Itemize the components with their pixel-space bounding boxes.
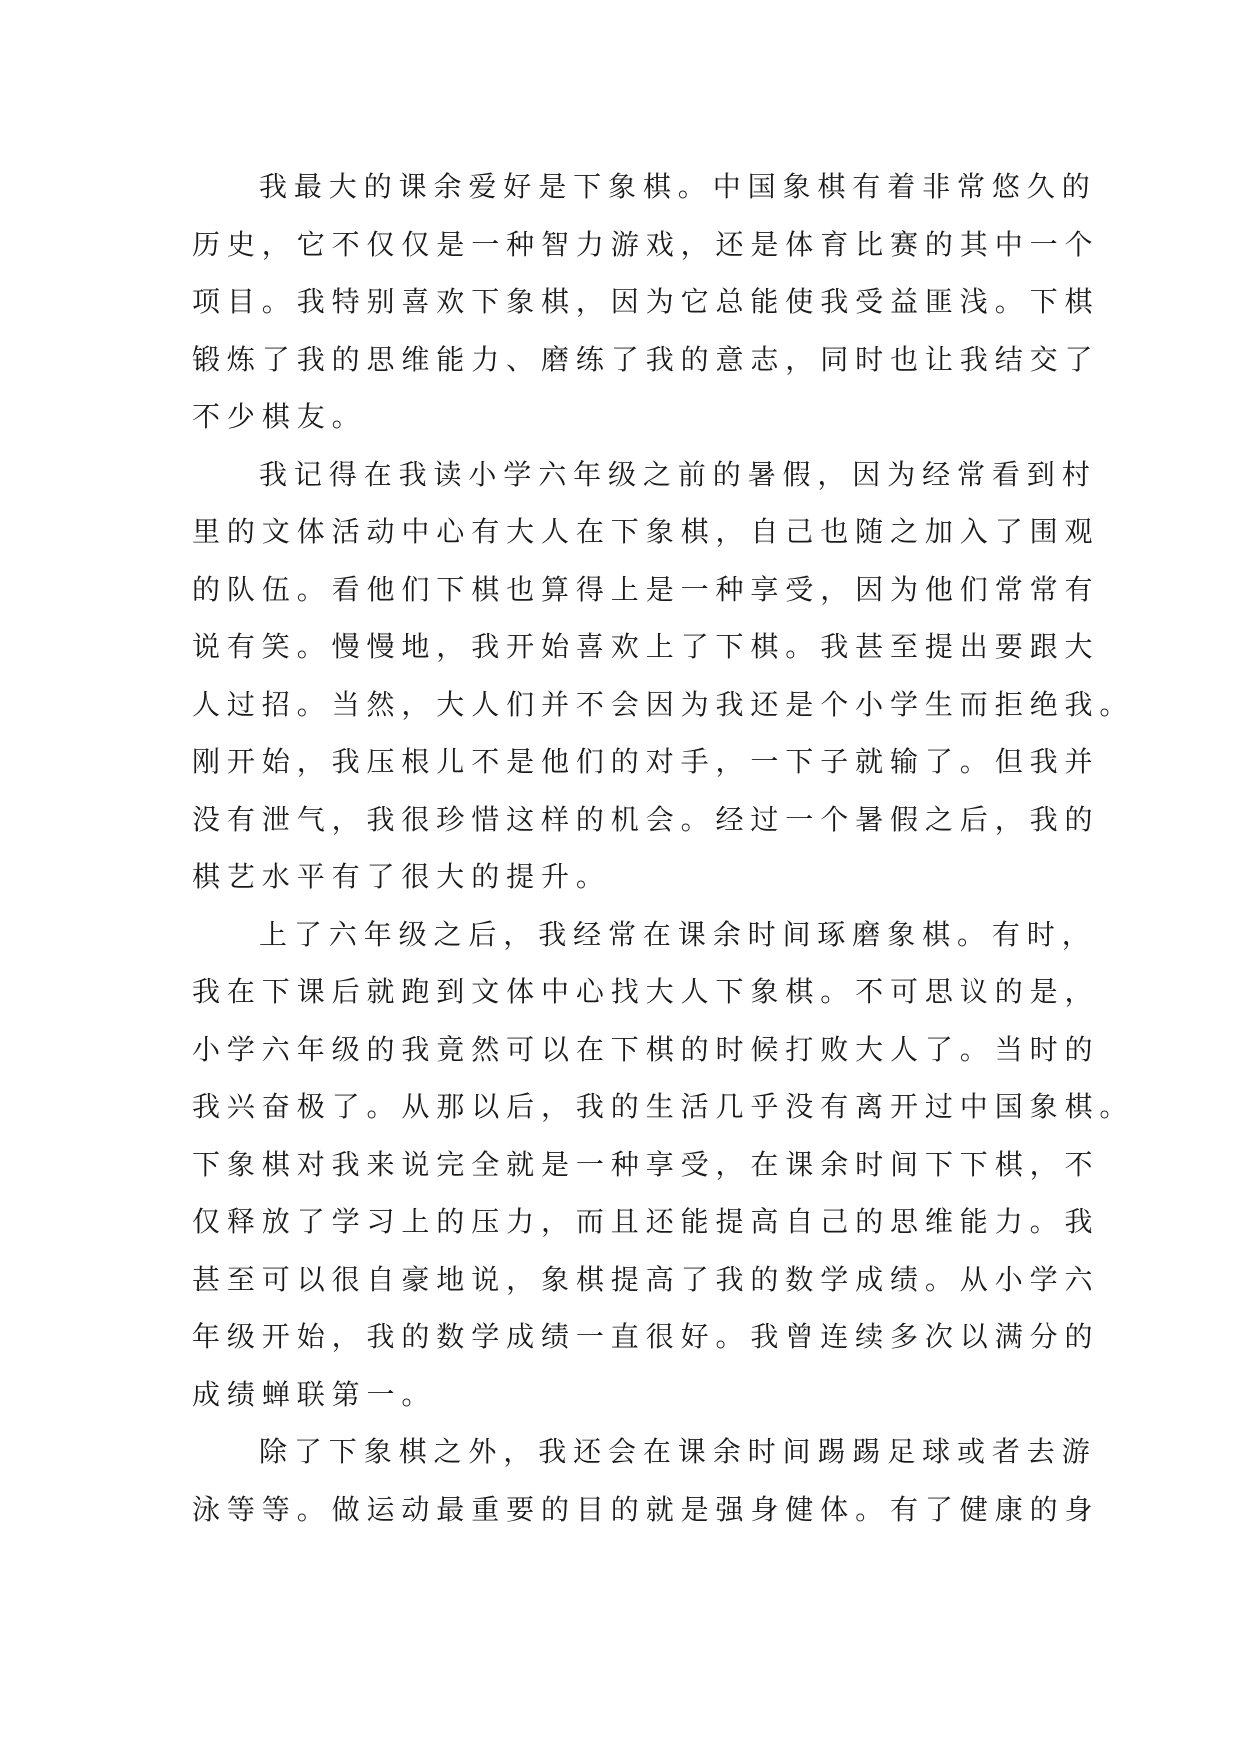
paragraph-line: 人过招。当然，大人们并不会因为我还是个小学生而拒绝我。 bbox=[192, 687, 1135, 721]
paragraph-line: 小学六年级的我竟然可以在下棋的时候打败大人了。当时的 bbox=[192, 1032, 1100, 1066]
paragraph-line: 我在下课后就跑到文体中心找大人下象棋。不可思议的是， bbox=[192, 975, 1100, 1008]
paragraph-1 bbox=[192, 158, 1100, 446]
paragraph-line: 泳等等。做运动最重要的目的就是强身健体。有了健康的身 bbox=[192, 1492, 1100, 1526]
paragraph-line: 仅释放了学习上的压力，而且还能提高自己的思维能力。我 bbox=[192, 1205, 1100, 1238]
paragraph-line: 不少棋友。 bbox=[192, 400, 367, 433]
paragraph-line: 下象棋对我来说完全就是一种享受，在课余时间下下棋，不 bbox=[192, 1147, 1100, 1181]
paragraph-line: 锻炼了我的思维能力、磨练了我的意志，同时也让我结交了 bbox=[192, 342, 1100, 376]
paragraph-line: 没有泄气，我很珍惜这样的机会。经过一个暑假之后，我的 bbox=[192, 802, 1100, 836]
paragraph-2 bbox=[192, 446, 1135, 906]
paragraph-line: 项目。我特别喜欢下象棋，因为它总能使我受益匪浅。下棋 bbox=[192, 285, 1100, 318]
paragraph-line: 我最大的课余爱好是下象棋。中国象棋有着非常悠久的 bbox=[259, 170, 1097, 203]
paragraph-line: 棋艺水平有了很大的提升。 bbox=[192, 860, 611, 893]
paragraph-line: 我记得在我读小学六年级之前的暑假，因为经常看到村 bbox=[259, 457, 1097, 491]
paragraph-4 bbox=[192, 1423, 1100, 1538]
paragraph-line: 的队伍。看他们下棋也算得上是一种享受，因为他们常常有 bbox=[192, 572, 1100, 606]
paragraph-line: 历史，它不仅仅是一种智力游戏，还是体育比赛的其中一个 bbox=[192, 227, 1100, 261]
paragraph-line: 里的文体活动中心有大人在下象棋，自己也随之加入了围观 bbox=[192, 515, 1100, 548]
paragraph-line: 刚开始，我压根儿不是他们的对手，一下子就输了。但我并 bbox=[192, 745, 1100, 778]
paragraph-line: 年级开始，我的数学成绩一直很好。我曾连续多次以满分的 bbox=[192, 1320, 1100, 1353]
essay-body bbox=[192, 158, 1135, 1538]
paragraph-line: 我兴奋极了。从那以后，我的生活几乎没有离开过中国象棋。 bbox=[192, 1090, 1135, 1123]
paragraph-line: 甚至可以很自豪地说，象棋提高了我的数学成绩。从小学六 bbox=[192, 1262, 1100, 1296]
paragraph-line: 上了六年级之后，我经常在课余时间琢磨象棋。有时， bbox=[259, 917, 1097, 951]
paragraph-line: 除了下象棋之外，我还会在课余时间踢踢足球或者去游 bbox=[259, 1435, 1097, 1468]
paragraph-line: 说有笑。慢慢地，我开始喜欢上了下棋。我甚至提出要跟大 bbox=[192, 630, 1100, 663]
paragraph-3 bbox=[192, 906, 1135, 1424]
paragraph-line: 成绩蝉联第一。 bbox=[192, 1377, 437, 1411]
